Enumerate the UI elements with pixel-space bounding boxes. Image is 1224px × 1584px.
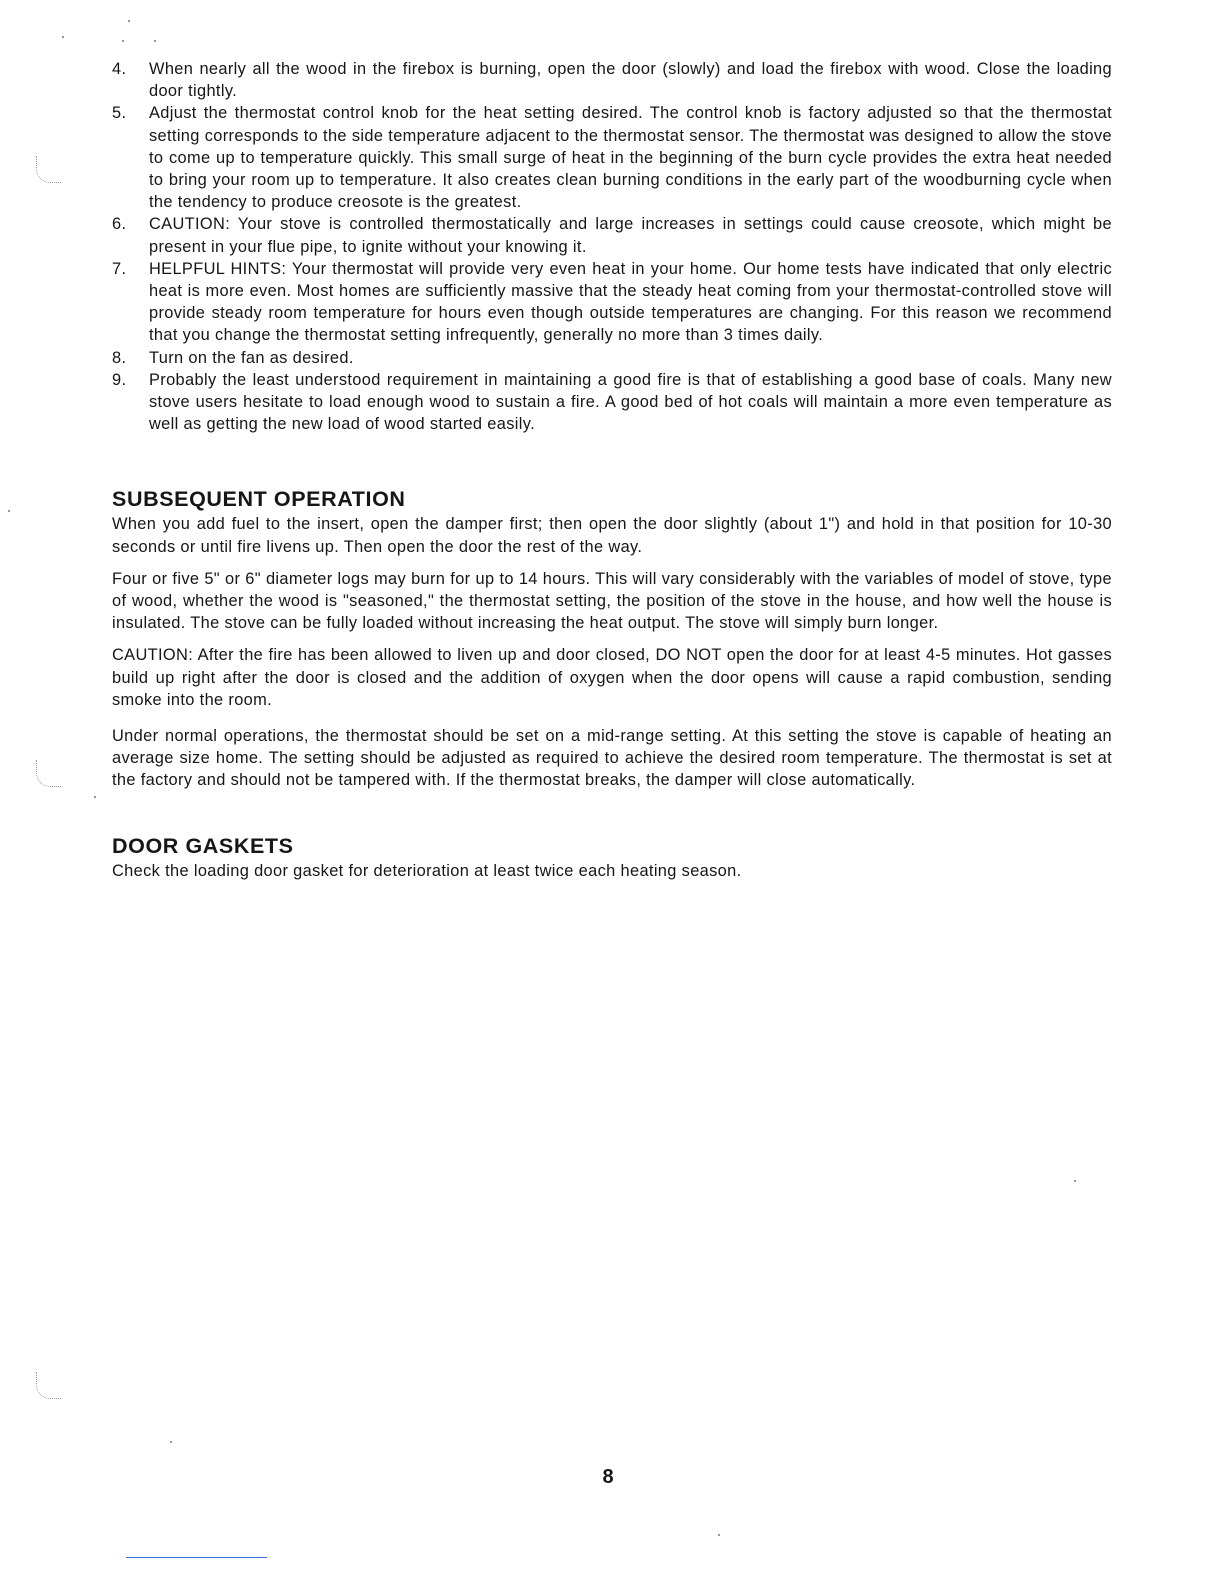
step-text: CAUTION: Your stove is controlled thermostatically and large increases in settings could cause creosote, which might be present in your flue pipe, to ignite without your knowing it. — [149, 215, 1112, 256]
step-text: Adjust the thermostat control knob for the heat setting desired. The control knob is factory adjusted so that the thermostat setting corresponds to the side temperature adjacent to the thermostat sensor. The thermostat was designed to allow the stove to come up to temperature quickly. This small surge of heat in the beginning of the burn cycle provides the extra heat needed to bring your room up to temperature. It also creates clean burning conditions in the early part of the woodburning cycle when the tendency to produce creosote is the greatest. — [149, 104, 1112, 212]
scan-speck — [154, 40, 156, 42]
punch-hole-mark-top — [36, 156, 61, 183]
subsequent-operation-paragraph: When you add fuel to the insert, open the damper first; then open the door slightly (about 1") and hold in that position for 10-30 seconds or until fire livens up. Then open the door the rest of the way. — [112, 515, 1112, 556]
scan-speck — [170, 1441, 172, 1443]
scan-speck — [94, 796, 96, 798]
list-item — [112, 258, 1112, 347]
step-text: When nearly all the wood in the firebox is burning, open the door (slowly) and load the firebox with wood. Close the loading door tightly. — [149, 60, 1112, 101]
step-number: 4. — [112, 60, 127, 78]
punch-hole-mark-bottom — [36, 1372, 61, 1399]
door-gaskets-heading: DOOR GASKETS — [112, 833, 294, 858]
list-item — [112, 58, 1112, 102]
operation-steps-list — [112, 58, 1112, 435]
subsequent-operation-paragraph: Four or five 5" or 6" diameter logs may burn for up to 14 hours. This will vary considerably with the variables of model of stove, type of wood, whether the wood is "seasoned," the thermostat setting, the position of the stove in the house, and how well the house is insulated. The stove can be fully loaded without increasing the heat output. The stove will simply burn longer. — [112, 569, 1112, 633]
door-gaskets-paragraph: Check the loading door gasket for deterioration at least twice each heating season. — [112, 861, 742, 880]
step-text: Turn on the fan as desired. — [149, 348, 354, 367]
punch-hole-mark-middle — [36, 760, 61, 787]
scan-speck — [8, 510, 10, 512]
page-number: 8 — [602, 1466, 614, 1488]
bottom-rule-line — [126, 1557, 267, 1558]
scan-speck — [122, 40, 124, 42]
list-item — [112, 369, 1112, 436]
step-number: 7. — [112, 259, 127, 278]
step-number: 5. — [112, 104, 127, 123]
list-item — [112, 102, 1112, 213]
step-text: HELPFUL HINTS: Your thermostat will provide very even heat in your home. Our home tests have indicated that only electric heat is more even. Most homes are sufficiently massive that the steady heat coming from your thermostat-controlled stove will provide steady room temperature for hours even though outside temperatures are changing. For this reason we recommend that you change the thermostat setting infrequently, generally no more than 3 times daily. — [149, 259, 1112, 345]
subsequent-operation-caution-paragraph: CAUTION: After the fire has been allowed to liven up and door closed, DO NOT open the door for at least 4-5 minutes. Hot gasses build up right after the door is closed and the addition of oxygen when the door opens will cause a rapid combustion, sending smoke into the room. — [112, 646, 1112, 709]
scan-speck — [62, 36, 64, 38]
scan-speck — [128, 20, 130, 22]
scan-speck — [1074, 1180, 1076, 1182]
list-item — [112, 347, 1112, 369]
scan-speck — [718, 1534, 720, 1536]
step-number: 9. — [112, 370, 127, 389]
step-number: 8. — [112, 348, 127, 367]
step-number: 6. — [112, 215, 127, 234]
subsequent-operation-heading: SUBSEQUENT OPERATION — [112, 487, 406, 512]
list-item — [112, 213, 1112, 257]
subsequent-operation-paragraph: Under normal operations, the thermostat should be set on a mid-range setting. At this setting the stove is capable of heating an average size home. The setting should be adjusted as required to achieve the desired room temperature. The thermostat is set at the factory and should not be tampered with. If the thermostat breaks, the damper will close automatically. — [112, 727, 1112, 790]
step-text: Probably the least understood requirement in maintaining a good fire is that of establishing a good base of coals. Many new stove users hesitate to load enough wood to sustain a fire. A good bed of hot coals will maintain a more even temperature as well as getting the new load of wood started easily. — [149, 370, 1112, 434]
page-content — [112, 58, 1112, 882]
